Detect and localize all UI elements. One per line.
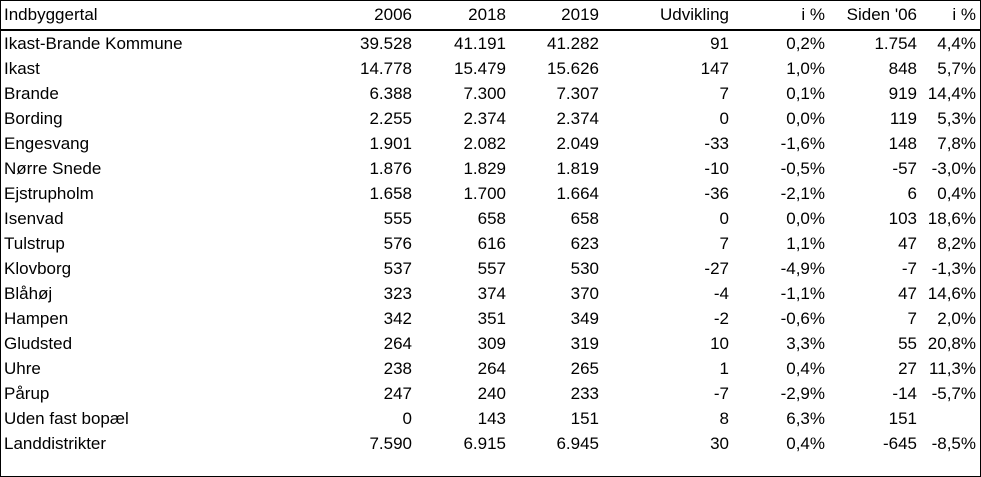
cell-2019: 319 <box>570 334 599 353</box>
cell-pct-change: 0,0% <box>786 209 825 228</box>
cell-udvikling: 1 <box>719 359 729 378</box>
cell-2018: 374 <box>477 284 506 303</box>
header-pct-change: i % <box>801 5 825 24</box>
cell-siden-06: -14 <box>892 384 917 403</box>
cell-siden-06: 47 <box>898 234 917 253</box>
cell-udvikling: 0 <box>719 109 729 128</box>
cell-name: Tulstrup <box>4 234 65 253</box>
cell-pct-since-06: -5,7% <box>931 384 976 403</box>
table-row <box>1 306 980 331</box>
cell-name: Blåhøj <box>4 284 53 303</box>
cell-pct-since-06: 14,6% <box>927 284 976 303</box>
cell-pct-change: 0,2% <box>786 34 825 53</box>
cell-siden-06: -57 <box>892 159 917 178</box>
cell-name: Ikast-Brande Kommune <box>4 34 183 53</box>
cell-2018: 658 <box>477 209 506 228</box>
cell-pct-change: -0,6% <box>780 309 825 328</box>
table-row <box>1 156 980 181</box>
cell-udvikling: -2 <box>713 309 729 328</box>
cell-2019: 349 <box>570 309 599 328</box>
cell-name: Gludsted <box>4 334 73 353</box>
cell-2019: 1.664 <box>556 184 599 203</box>
cell-2019: 41.282 <box>547 34 599 53</box>
cell-name: Engesvang <box>4 134 90 153</box>
cell-siden-06: 848 <box>888 59 917 78</box>
cell-siden-06: 148 <box>888 134 917 153</box>
cell-pct-change: -4,9% <box>780 259 825 278</box>
cell-pct-since-06: 8,2% <box>937 234 976 253</box>
header-udvikling: Udvikling <box>660 5 729 24</box>
cell-pct-since-06 <box>921 406 980 431</box>
cell-udvikling: -36 <box>704 184 729 203</box>
cell-siden-06: 7 <box>907 309 917 328</box>
cell-siden-06: 55 <box>898 334 917 353</box>
cell-2006: 14.778 <box>360 59 412 78</box>
header-2018: 2018 <box>468 5 506 24</box>
header-indbyggertal: Indbyggertal <box>4 5 98 24</box>
cell-2019: 151 <box>570 409 599 428</box>
cell-siden-06: -7 <box>901 259 917 278</box>
cell-2018: 1.700 <box>463 184 506 203</box>
cell-2006: 39.528 <box>360 34 412 53</box>
cell-pct-change: -2,1% <box>780 184 825 203</box>
cell-pct-since-06: 18,6% <box>927 209 976 228</box>
cell-udvikling: 147 <box>700 59 729 78</box>
cell-siden-06: 919 <box>888 84 917 103</box>
cell-pct-change: -1,1% <box>780 284 825 303</box>
cell-pct-since-06: 0,4% <box>937 184 976 203</box>
cell-udvikling: -10 <box>704 159 729 178</box>
cell-2019: 370 <box>570 284 599 303</box>
cell-pct-since-06: -8,5% <box>931 434 976 453</box>
cell-2018: 41.191 <box>454 34 506 53</box>
cell-pct-since-06: 5,3% <box>937 109 976 128</box>
cell-2006: 238 <box>383 359 412 378</box>
cell-2006: 0 <box>402 409 412 428</box>
header-pct-since-06: i % <box>952 5 976 24</box>
cell-udvikling: 0 <box>719 209 729 228</box>
cell-pct-change: 0,4% <box>786 359 825 378</box>
cell-2006: 2.255 <box>369 109 412 128</box>
cell-2018: 7.300 <box>463 84 506 103</box>
cell-2018: 143 <box>477 409 506 428</box>
cell-pct-since-06: 4,4% <box>937 34 976 53</box>
cell-name: Brande <box>4 84 59 103</box>
table-row <box>1 331 980 356</box>
cell-siden-06: 151 <box>888 409 917 428</box>
cell-name: Landdistrikter <box>4 434 107 453</box>
cell-2019: 7.307 <box>556 84 599 103</box>
cell-2006: 247 <box>383 384 412 403</box>
cell-name: Pårup <box>4 384 50 403</box>
cell-2006: 1.876 <box>369 159 412 178</box>
cell-udvikling: 30 <box>710 434 729 453</box>
cell-udvikling: 7 <box>719 234 729 253</box>
cell-2019: 1.819 <box>556 159 599 178</box>
cell-2018: 264 <box>477 359 506 378</box>
cell-name: Ikast <box>4 59 40 78</box>
table-row <box>1 406 980 431</box>
cell-pct-change: 0,0% <box>786 109 825 128</box>
header-siden-06: Siden '06 <box>846 5 917 24</box>
cell-pct-since-06: 14,4% <box>927 84 976 103</box>
cell-2018: 1.829 <box>463 159 506 178</box>
cell-siden-06: 27 <box>898 359 917 378</box>
cell-name: Klovborg <box>4 259 72 278</box>
cell-siden-06: 6 <box>907 184 917 203</box>
table-header <box>1 1 980 30</box>
cell-pct-change: 6,3% <box>786 409 825 428</box>
cell-2018: 309 <box>477 334 506 353</box>
table-row <box>1 381 980 406</box>
cell-2019: 15.626 <box>547 59 599 78</box>
cell-2018: 15.479 <box>454 59 506 78</box>
cell-2019: 658 <box>570 209 599 228</box>
cell-siden-06: 103 <box>888 209 917 228</box>
cell-2018: 351 <box>477 309 506 328</box>
cell-udvikling: 10 <box>710 334 729 353</box>
table-row <box>1 231 980 256</box>
cell-name: Bording <box>4 109 63 128</box>
cell-siden-06: 47 <box>898 284 917 303</box>
cell-name: Ejstrupholm <box>4 184 94 203</box>
header-row <box>1 1 980 30</box>
table-row <box>1 56 980 81</box>
cell-pct-change: -0,5% <box>780 159 825 178</box>
table-body <box>1 30 980 456</box>
cell-pct-change: 1,0% <box>786 59 825 78</box>
cell-2018: 557 <box>477 259 506 278</box>
cell-2006: 537 <box>383 259 412 278</box>
cell-2019: 233 <box>570 384 599 403</box>
cell-udvikling: 91 <box>710 34 729 53</box>
cell-2006: 576 <box>383 234 412 253</box>
table-row <box>1 356 980 381</box>
table-row <box>1 281 980 306</box>
cell-pct-since-06: 7,8% <box>937 134 976 153</box>
cell-2006: 7.590 <box>369 434 412 453</box>
cell-udvikling: -33 <box>704 134 729 153</box>
cell-2006: 1.901 <box>369 134 412 153</box>
cell-2018: 2.374 <box>463 109 506 128</box>
cell-name: Hampen <box>4 309 69 328</box>
cell-2019: 530 <box>570 259 599 278</box>
cell-name: Uden fast bopæl <box>4 409 129 428</box>
cell-2006: 264 <box>383 334 412 353</box>
cell-pct-since-06: 5,7% <box>937 59 976 78</box>
cell-pct-change: 3,3% <box>786 334 825 353</box>
cell-pct-since-06: 2,0% <box>937 309 976 328</box>
cell-pct-since-06: -1,3% <box>931 259 976 278</box>
cell-2018: 2.082 <box>463 134 506 153</box>
table-row <box>1 131 980 156</box>
table-row <box>1 30 980 56</box>
cell-pct-change: 1,1% <box>786 234 825 253</box>
cell-udvikling: 8 <box>719 409 729 428</box>
cell-name: Isenvad <box>4 209 64 228</box>
cell-udvikling: -4 <box>713 284 729 303</box>
table-row <box>1 181 980 206</box>
cell-pct-since-06: 11,3% <box>929 359 976 378</box>
cell-2018: 6.915 <box>463 434 506 453</box>
cell-2019: 265 <box>570 359 599 378</box>
cell-2006: 342 <box>383 309 412 328</box>
table-row <box>1 256 980 281</box>
cell-udvikling: -27 <box>704 259 729 278</box>
cell-udvikling: -7 <box>713 384 729 403</box>
header-2006: 2006 <box>374 5 412 24</box>
cell-pct-since-06: 20,8% <box>927 334 976 353</box>
cell-2006: 6.388 <box>369 84 412 103</box>
table-row <box>1 81 980 106</box>
header-2019: 2019 <box>561 5 599 24</box>
cell-2019: 2.374 <box>556 109 599 128</box>
table-row <box>1 206 980 231</box>
table-row <box>1 431 980 456</box>
cell-2006: 1.658 <box>369 184 412 203</box>
cell-pct-change: -2,9% <box>780 384 825 403</box>
cell-pct-change: 0,4% <box>786 434 825 453</box>
cell-pct-change: -1,6% <box>780 134 825 153</box>
cell-pct-change: 0,1% <box>786 84 825 103</box>
cell-name: Uhre <box>4 359 41 378</box>
cell-2019: 623 <box>570 234 599 253</box>
cell-udvikling: 7 <box>719 84 729 103</box>
cell-siden-06: 1.754 <box>874 34 917 53</box>
cell-pct-since-06: -3,0% <box>931 159 976 178</box>
population-table <box>1 1 980 456</box>
cell-2018: 240 <box>477 384 506 403</box>
cell-2019: 6.945 <box>556 434 599 453</box>
cell-name: Nørre Snede <box>4 159 102 178</box>
cell-2018: 616 <box>477 234 506 253</box>
cell-siden-06: -645 <box>882 434 917 453</box>
cell-siden-06: 119 <box>889 109 917 128</box>
cell-2006: 323 <box>383 284 412 303</box>
cell-2019: 2.049 <box>556 134 599 153</box>
cell-2006: 555 <box>383 209 412 228</box>
table-row <box>1 106 980 131</box>
